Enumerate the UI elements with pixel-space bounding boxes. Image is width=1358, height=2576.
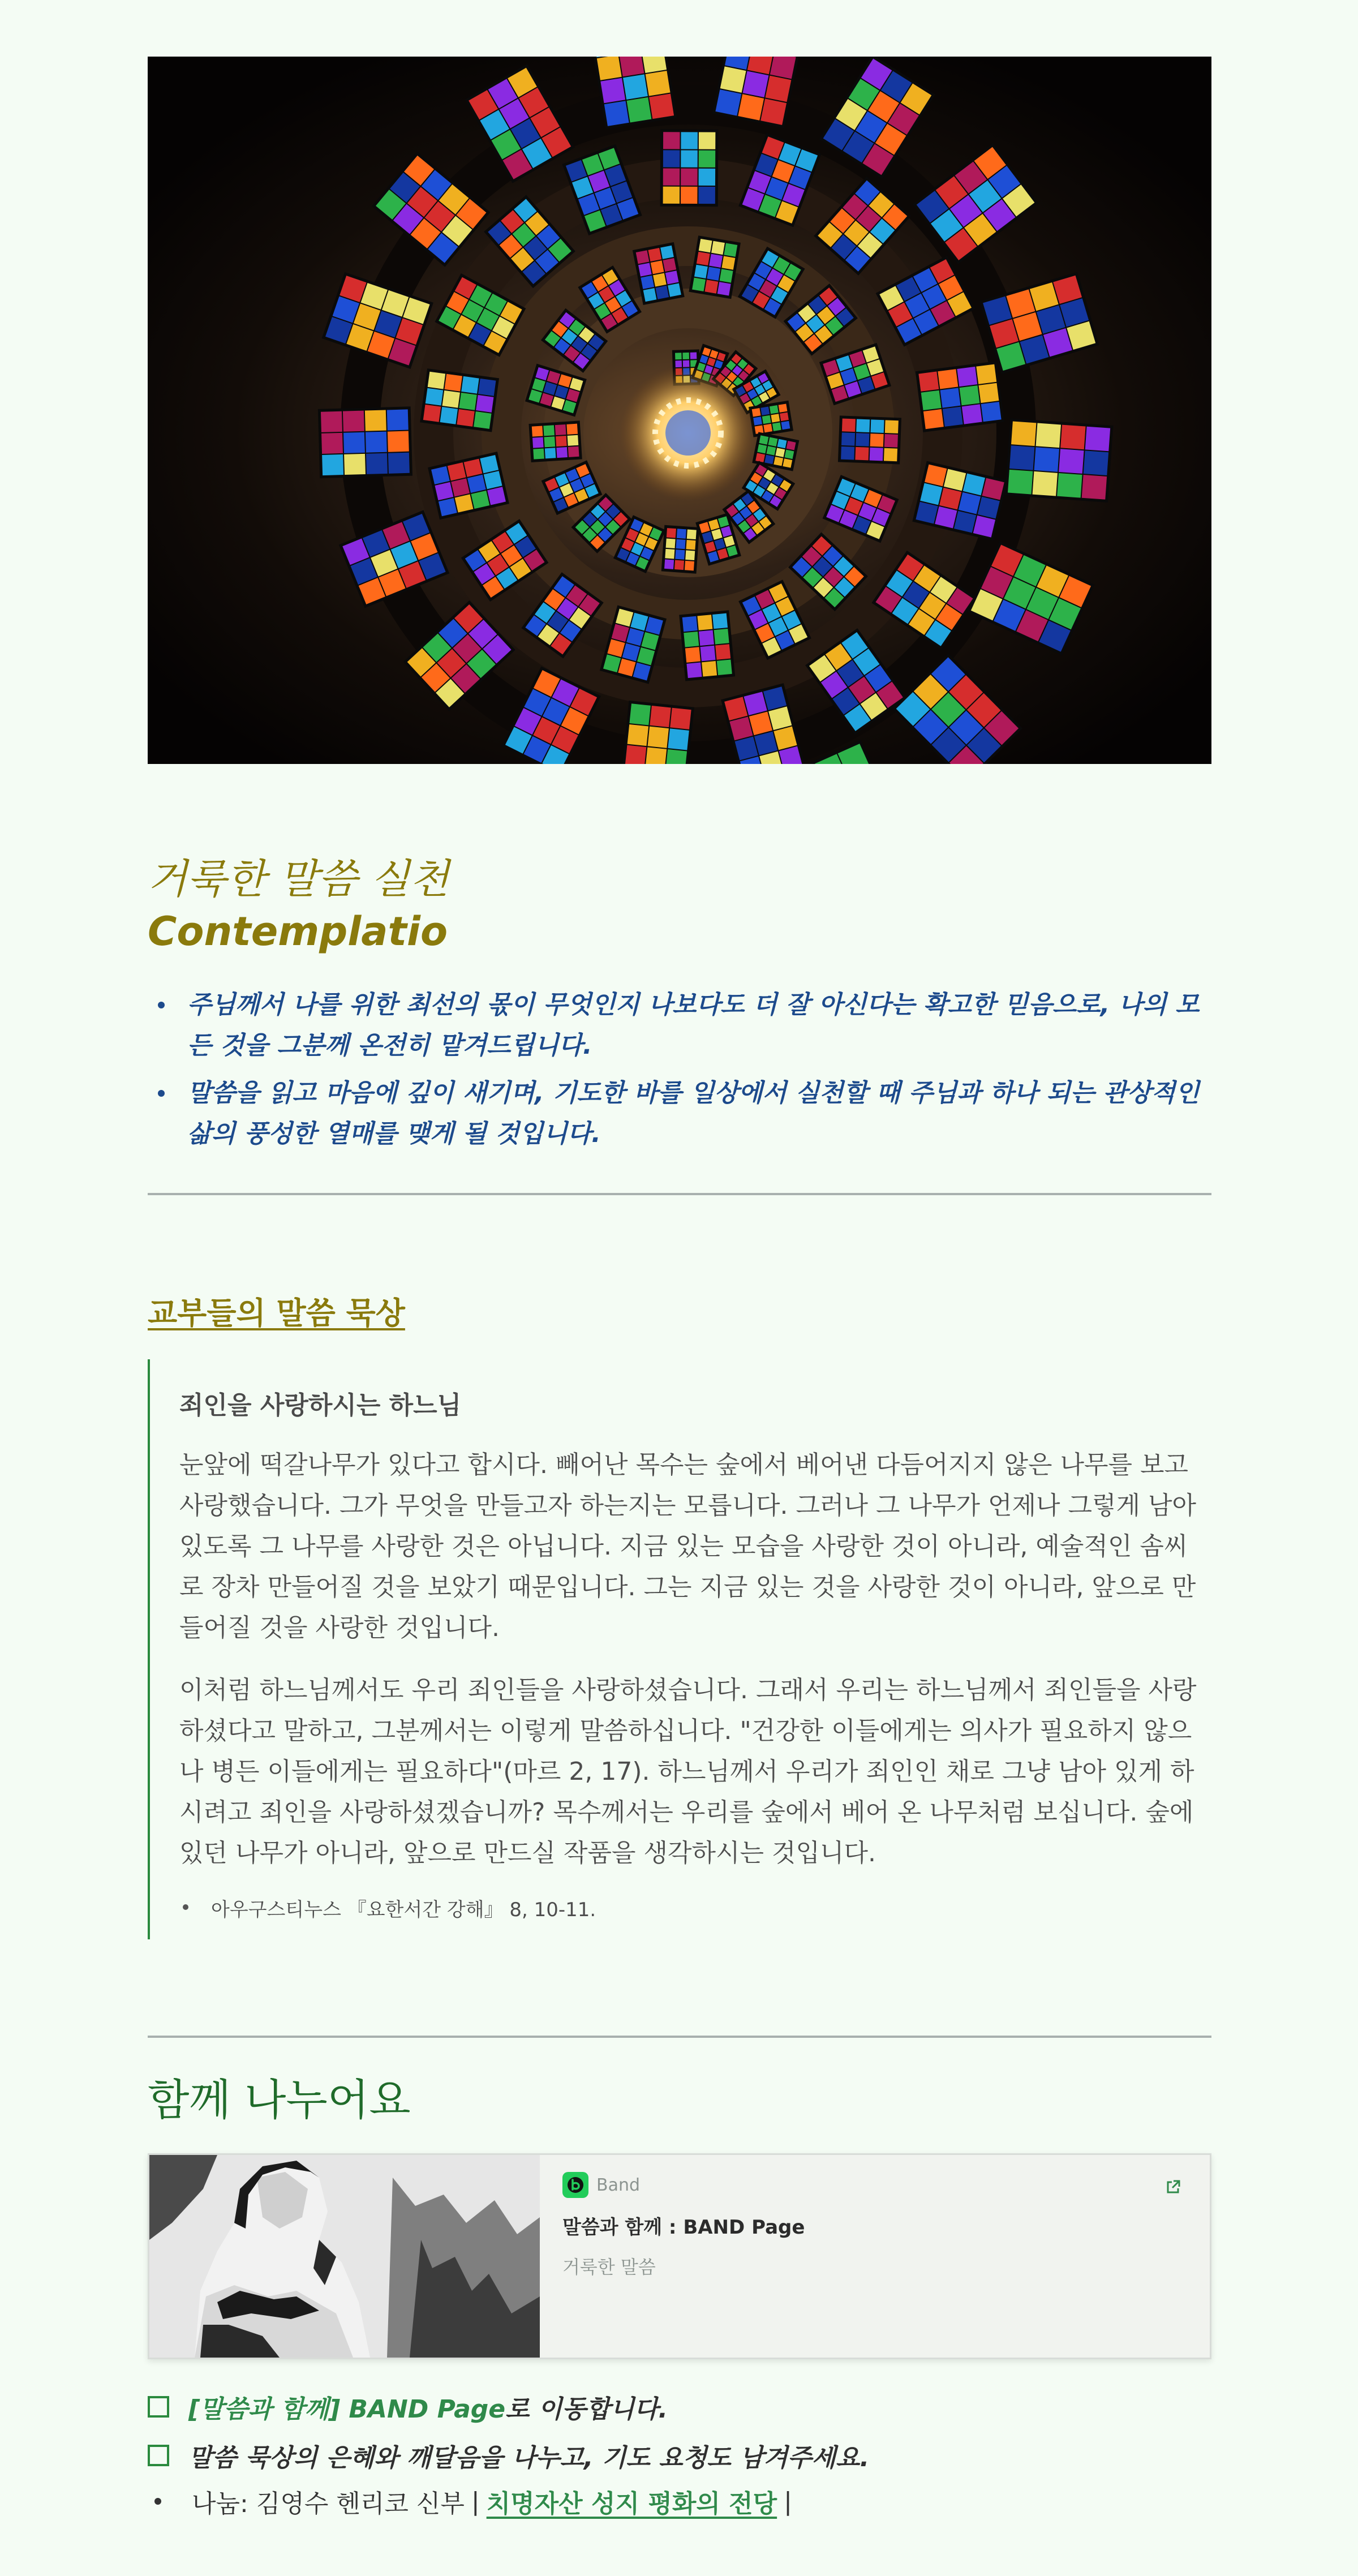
- band-logo-icon: [562, 2172, 588, 2198]
- quote-paragraph: 이처럼 하느님께서도 우리 죄인들을 사랑하셨습니다. 그래서 우리는 하느님께서 죄인들을 사랑하셨다고 말하고, 그분께서는 이렇게 말씀하십니다. "건강한 이들에게는 의사가 필요하지 않으나 병든 이들에게는 필요하다"(마르 2, 17). 하느님께서 우리가 죄인인 채로 그냥 남아 있게 하시려고 죄인을 사랑하셨겠습니까? 목수께서는 우리를 숲에서 베어 온 나무처럼 보십니다. 숲에 있던 나무가 아니라, 앞으로 만드실 작품을 생각하시는 것입니다.: [179, 1676, 1197, 1867]
- external-link-icon[interactable]: [1164, 2179, 1181, 2198]
- divider: [148, 1193, 1211, 1195]
- blockquote: [148, 1359, 1211, 1939]
- fathers-meditation-link[interactable]: 교부들의 말씀 묵상: [148, 1295, 405, 1331]
- band-page-link[interactable]: [말씀과 함께] BAND Page: [188, 2395, 506, 2424]
- quote-source-list: [179, 1894, 1211, 1922]
- task-checkbox[interactable]: [148, 2396, 169, 2418]
- card-app-row: [562, 2172, 1185, 2198]
- task-item: [148, 2431, 1211, 2480]
- card-description: 거룩한 말씀: [562, 2256, 656, 2278]
- band-link-card[interactable]: [148, 2153, 1211, 2359]
- card-thumbnail: [149, 2155, 540, 2358]
- task-checkbox[interactable]: [148, 2445, 169, 2466]
- page-title-english: Contemplatio: [148, 908, 448, 955]
- shrine-link[interactable]: 치명자산 성지 평화의 전당: [486, 2489, 777, 2518]
- card-body: [562, 2172, 1185, 2279]
- task-list: [148, 2382, 1211, 2480]
- intro-bullet: 말씀을 읽고 마음에 깊이 새기며, 기도한 바를 일상에서 실천할 때 주님과 하나 되는 관상적인 삶의 풍성한 열매를 맺게 될 것입니다.: [187, 1073, 1211, 1154]
- credit-prefix: 나눔: 김영수 헨리코 신부: [192, 2489, 465, 2518]
- quote-title: 죄인을 사랑하시는 하느님: [179, 1391, 462, 1420]
- quote-paragraph: 눈앞에 떡갈나무가 있다고 합시다. 빼어난 목수는 숲에서 베어낸 다듬어지지 않은 나무를 보고 사랑했습니다. 그가 무엇을 만들고자 하는지는 모릅니다. 그러나 그 나무가 언제나 그렇게 남아 있도록 그 나무를 사랑한 것은 아닙니다. 지금 있는 모습을 사랑한 것이 아니라, 예술적인 솜씨로 장차 만들어질 것을 보았기 때문입니다. 그는 지금 있는 것을 사랑한 것이 아니라, 앞으로 만들어질 것을 사랑한 것입니다.: [179, 1450, 1196, 1642]
- stained-glass-spiral-image: [148, 57, 1211, 764]
- task-text: 말씀 묵상의 은혜와 깨달음을 나누고, 기도 요청도 남겨주세요.: [188, 2444, 870, 2472]
- card-app-name: Band: [596, 2175, 641, 2195]
- credit-item: [148, 2483, 799, 2519]
- hero-image: [148, 57, 1211, 764]
- credit-separator: |: [784, 2487, 792, 2516]
- statue-photo-image: [149, 2155, 540, 2358]
- task-text: 로 이동합니다.: [505, 2395, 668, 2424]
- credit-separator: |: [471, 2487, 480, 2516]
- divider: [148, 2036, 1211, 2038]
- intro-bullet: 주님께서 나를 위한 최선의 몫이 무엇인지 나보다도 더 잘 아신다는 확고한 믿음으로, 나의 모든 것을 그분께 온전히 맡겨드립니다.: [187, 985, 1211, 1066]
- intro-bullet-list: [148, 985, 1211, 1161]
- page-title-korean: 거룩한 말씀 실천: [148, 855, 449, 903]
- bullet-dot: [154, 2498, 161, 2505]
- quote-source: 아우구스티누스 『요한서간 강해』 8, 10-11.: [211, 1894, 1211, 1922]
- task-item: [148, 2382, 1211, 2431]
- share-heading: 함께 나누어요: [148, 2075, 411, 2125]
- card-title: 말씀과 함께 : BAND Page: [562, 2216, 805, 2239]
